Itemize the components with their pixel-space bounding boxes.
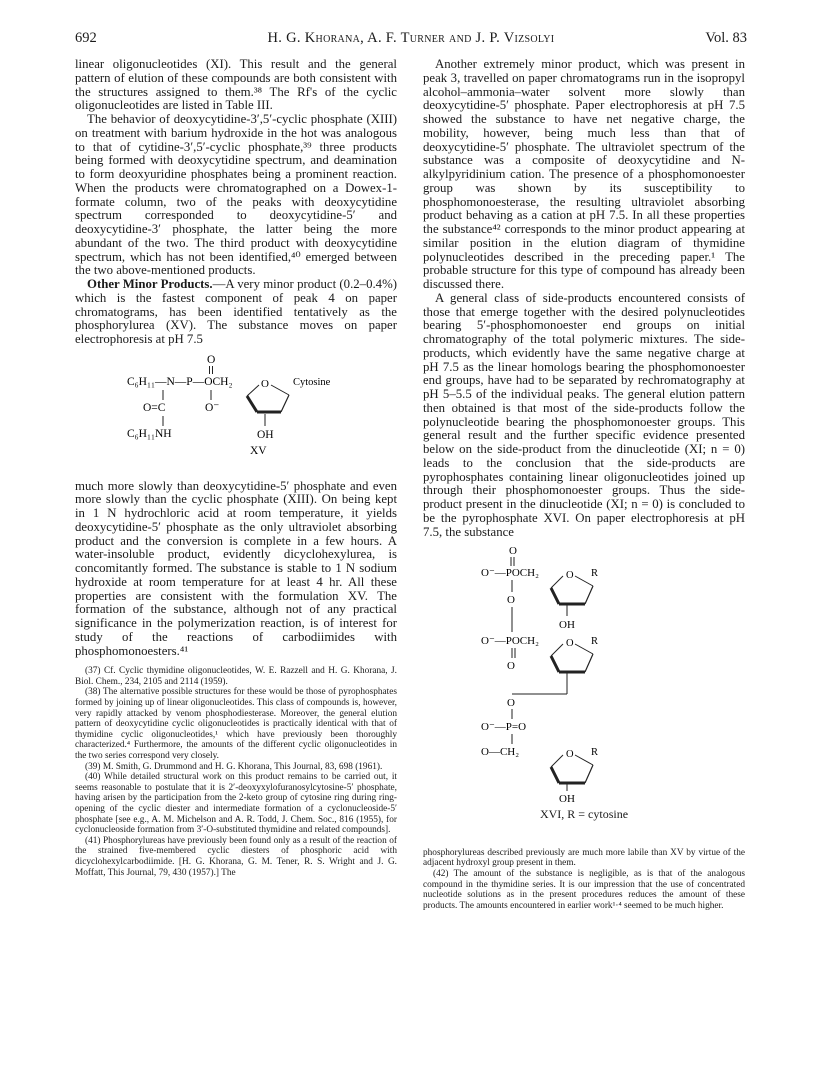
structure-xv	[75, 350, 397, 476]
r-substituent: R	[591, 747, 599, 759]
ring-oxygen: O	[566, 570, 574, 582]
ring-oxygen: O	[566, 638, 574, 650]
paragraph: The behavior of deoxycytidine-3′,5′-cyclic phosphate (XIII) on treatment with barium hydroxide in the hot was analogous to that of cytidine-3′,5′-cyclic phosphate,³⁹ three products being formed with deoxycytidine spectrum, and deamination to form deoxyuridine phosphates being a prominent reaction. When the products were chromatographed on a Dowex-1-formate column, two of the peaks with deoxycytidine spectrum corresponded to deoxycytidine-5′ and deoxycytidine-3′ phosphate, the latter being the more abundant of the two. The third product with deoxycytidine spectrum, which has not been identified,⁴⁰ emerged between the two above-mentioned products.	[75, 112, 397, 278]
volume-label: Vol. 83	[705, 30, 747, 46]
paragraph: A general class of side-products encountered consists of those that emerge together with the desired polynucleotides bearing 5′-phosphomonoester end groups on initial chromatography of the total polymeric mixtures. The side-products, which evidently have the same negative charge at pH 7.5 as the linear homologs bearing the phosphomonoester end groups, have had to be separated by rechromatography at pH 5–5.5 of the individual peaks. The general elution pattern then obtained is that most of the side-products follow the polynucleotide bearing the phosphomonoester groups. This general result and the further specific evidence presented below on the side-product from the dinucleotide (XI; n = 0) leads to the conclusion that the side-products are pyrophosphates containing linear oligonucleotides joined up through their phosphomonoester groups. Thus the side-product present in the dinucleotide (XI; n = 0) is concluded to be the pyrophosphate XVI. On paper electrophoresis at pH 7.5, the substance	[423, 290, 745, 539]
structure-row-1: C₆H₁₁—N—P—OCH₂	[127, 375, 233, 388]
page-number: 692	[75, 30, 97, 46]
left-column	[75, 58, 397, 878]
right-column	[423, 58, 745, 911]
footnote: (42) The amount of the substance is negligible, as is that of the analogous compound in the thymidine series. It is our impression that the use of concentrated nucleotide solutions as in the present procedures reduces the amount of these products. The amounts encountered in earlier work¹·⁴ seemed to be much higher.	[423, 868, 745, 911]
phosphate-oxide: O⁻	[205, 401, 220, 414]
footnote: (41) Phosphorylureas have previously been found only as a result of the reaction of the strained five-membered cyclic diesters of phosphoric acid with dicyclohexylcarbodiimide. [H. G. Khorana, G. M. Tener, R. S. Wright and J. G. Moffatt, This Journal, 79, 430 (1957).] The	[75, 835, 397, 878]
r-substituent: R	[591, 636, 599, 648]
running-head-authors: H. G. Khorana, A. F. Turner and J. P. Vizsolyi	[267, 30, 555, 46]
chemical-structure-xvi	[423, 542, 745, 804]
paragraph: much more slowly than deoxycytidine-5′ phosphate and even more slowly than the cyclic phosphate (XIII). On being kept in 1 N hydrochloric acid at room temperature, it yields deoxycytidine-5′ phosphate as the only ultraviolet absorbing product and the conversion is complete in a few hours. A water-insoluble product, evidently dicyclohexylurea, is concomitantly formed. The substance is stable to 1 N sodium hydroxide at room temperature for at least 4 hr. All these properties are consistent with the formulation XV. The formation of the substance, although not of any practical significance in the polymerization reaction, is of interest for study of the reactions of carbodiimides with phosphomonoesters.⁴¹	[75, 478, 397, 658]
footnote: (40) While detailed structural work on this product remains to be carried out, it seems reasonable to postulate that it is 2′-deoxyxylofuranosylcytosine-5′ phosphate, having arisen by the participation from the 2-keto group of cytosine ring during ring-opening of the cyclic diester and intermediate formation of a cyclonucleoside-5′ phosphate [see e.g., A. M. Michelson and A. R. Todd, J. Chem. Soc., 816 (1955), for cyclonucleoside formation from 3′-O-substituted thymidine and related compounds].	[75, 772, 397, 836]
hydroxyl-group: OH	[559, 793, 575, 805]
structure-row-3: O⁻—P=O	[481, 721, 527, 734]
oxo-oxygen: O	[509, 545, 517, 558]
oxo-oxygen: O	[207, 353, 216, 366]
oxo-oxygen: O	[507, 660, 515, 673]
hydroxyl-group: OH	[559, 619, 575, 632]
structure-caption: XVI, R = cytosine	[539, 807, 629, 821]
section-heading: Other Minor Products.	[87, 277, 213, 291]
structure-row-2: O⁻—POCH₂	[481, 635, 539, 648]
ring-oxygen: O	[261, 377, 269, 390]
footnote: (39) M. Smith, G. Drummond and H. G. Khorana, This Journal, 83, 698 (1961).	[85, 761, 383, 772]
structure-row-4: O—CH₂	[481, 746, 520, 759]
pyrophosphate-oxygen: O	[507, 697, 515, 710]
r-substituent: R	[591, 568, 599, 580]
paragraph	[75, 278, 397, 347]
footnote: phosphorylureas described previously are much more labile than XV by virtue of the adjacent hydroxyl group present in them.	[423, 847, 745, 869]
structure-row-1: O⁻—POCH₂	[481, 567, 539, 580]
structure-label: XV	[250, 444, 267, 457]
footnotes	[75, 666, 397, 878]
structure-xvi	[423, 542, 745, 822]
paragraph: Another extremely minor product, which was present in peak 3, travelled on paper chromatograms run in the isopropyl alcohol–ammonia–water solvent more slowly than deoxycytidine-5′ phosphate. Paper electrophoresis at pH 7.5 showed the substance to have net negative charge, the mobility, however, being much less than that of deoxycytidine-5′ phosphate. The ultraviolet spectrum of the substance was a composite of deoxycytidine and N-alkylpyridinium cation. The presence of a phosphomonoester group was shown by its susceptibility to phosphomonoesterase, the resulting ultraviolet absorbing product behaving as a cation at pH 7.5. In all these properties the substance⁴² corresponds to the minor product appearing at similar position in the elution diagram of thymidine polynucleotides described in the preceding paper.¹ The probable structure for this type of compound has already been discussed there.	[423, 57, 745, 291]
structure-row-2: O=C	[143, 401, 166, 414]
footnote: (37) Cf. Cyclic thymidine oligonucleotides, W. E. Razzell and H. G. Khorana, J. Biol. Chem., 234, 2105 and 2114 (1959).	[75, 666, 397, 687]
paragraph-text: —A very minor product (0.2–0.4%) which is the fastest component of peak 4 on paper chromatograms, has been identified tentatively as the phosphorylurea (XV). The substance moves on paper electrophoresis at pH 7.5	[75, 277, 397, 346]
footnotes	[423, 848, 745, 912]
bridging-oxygen: O	[507, 594, 515, 607]
footnote: (38) The alternative possible structures for these would be those of pyrophosphates formed by joining up of linear oligonucleotides. This class of compounds is, however, very rapidly attacked by venom phosphodiesterase. Moreover, the general elution pattern of deoxycytidine cyclic oligonucleotides is practically identical with that of thymidine cyclic oligonucleotides,¹ which have previously been thoroughly characterized.⁴ Furthermore, the amounts of the different cyclic oligonucleotides in the two series correspond very closely.	[75, 687, 397, 761]
hydroxyl-group: OH	[257, 428, 274, 441]
structure-row-3: C₆H₁₁NH	[127, 427, 172, 440]
paragraph: linear oligonucleotides (XI). This result and the general pattern of elution of these compounds are both consistent with the structures assigned to them.³⁸ The Rf's of the cyclic oligonucleotides are listed in Table III.	[75, 57, 397, 113]
running-header	[75, 30, 747, 50]
ring-oxygen: O	[566, 749, 574, 761]
chemical-structure-xv	[75, 350, 397, 472]
base-label: Cytosine	[293, 376, 331, 388]
